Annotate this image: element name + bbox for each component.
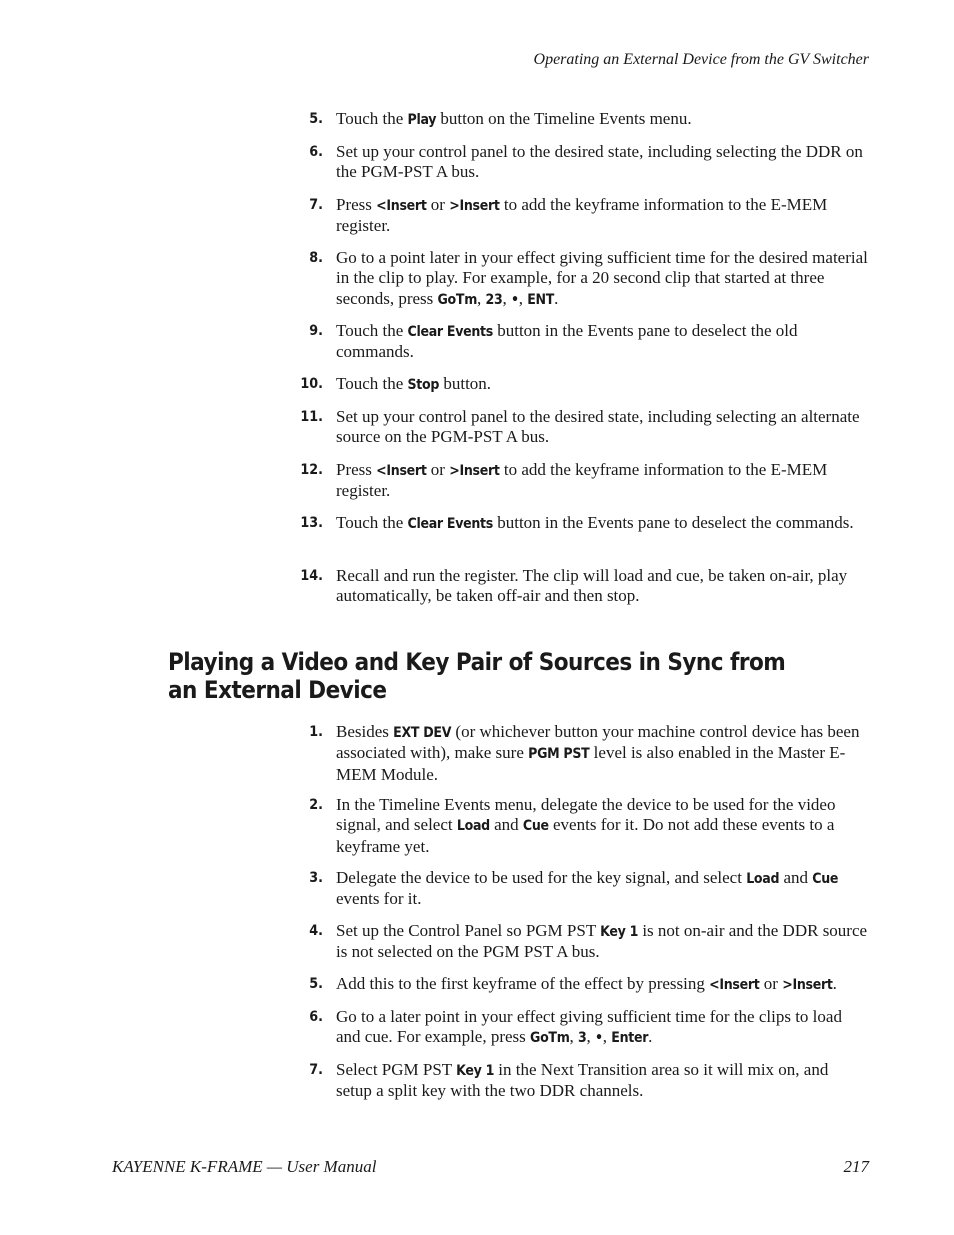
step-text-run: or: [426, 460, 450, 479]
step-text-run: to add the keyframe information to the E-MEM register.: [336, 195, 828, 236]
step-text-run: level is also enabled in the Master E-MEM Module.: [336, 743, 846, 784]
step-text-run: ,: [518, 288, 528, 308]
ui-control-name: ENT: [527, 291, 555, 308]
step-text-run: .: [648, 1027, 653, 1047]
step-number: 13.: [300, 515, 323, 531]
step-item: [296, 109, 692, 130]
ui-control-name: Enter: [611, 1030, 649, 1047]
step-item: [296, 460, 868, 502]
step-text: [336, 142, 863, 181]
step-number: 5.: [309, 111, 323, 127]
step-text-run: Besides: [336, 722, 394, 741]
step-text-run: Touch the: [336, 321, 408, 340]
ui-control-name: <Insert: [709, 977, 760, 993]
step-text: [336, 460, 827, 500]
page-number: 217: [843, 1157, 869, 1176]
ui-control-name: •: [595, 1030, 603, 1047]
step-text-run: Select PGM PST: [336, 1060, 457, 1079]
step-text-run: and: [489, 815, 523, 835]
ui-control-name: Load: [456, 818, 490, 835]
ui-control-name: Play: [407, 112, 437, 128]
step-text-run: to add the keyframe information to the E-MEM register.: [336, 460, 828, 501]
step-text-run: Set up the Control Panel so PGM PST: [336, 921, 601, 940]
ui-control-name: GoTm: [437, 291, 478, 308]
step-text-run: ,: [477, 288, 486, 308]
ui-control-name: Clear Events: [407, 324, 493, 340]
step-item: [296, 722, 868, 785]
step-text: [336, 195, 827, 235]
section-heading: Playing a Video and Key Pair of Sources in Sync from an External Device: [168, 648, 786, 704]
ui-control-name: EXT DEV: [393, 725, 452, 741]
step-text: [336, 248, 868, 308]
step-item: [296, 374, 491, 395]
step-text: [336, 566, 847, 605]
step-item: [296, 321, 868, 363]
step-text-run: and: [779, 868, 813, 887]
step-item: [296, 1060, 868, 1102]
step-text-run: .: [832, 974, 837, 993]
step-text: [336, 374, 491, 393]
step-item: [296, 142, 868, 183]
step-number: 12.: [300, 462, 323, 478]
step-text: [336, 321, 797, 361]
step-text: [336, 1060, 828, 1100]
step-text: [336, 722, 859, 784]
step-text-run: or: [759, 974, 783, 993]
step-text: [336, 407, 860, 446]
step-text-run: events for it. Do not add these events to a keyframe yet.: [336, 815, 835, 856]
step-text-run: ,: [602, 1027, 612, 1047]
ui-control-name: >Insert: [449, 463, 500, 479]
step-number: 4.: [309, 923, 323, 939]
ui-control-name: 23: [485, 291, 503, 308]
step-number: 10.: [300, 376, 323, 392]
ui-control-name: GoTm: [530, 1030, 570, 1047]
step-item: [296, 795, 868, 857]
step-text-run: ,: [586, 1027, 596, 1047]
step-number: 6.: [309, 1009, 323, 1025]
step-text-run: In the Timeline Events menu, delegate the device to be used for the video signal, and select: [336, 795, 836, 835]
ui-control-name: Key 1: [600, 924, 639, 940]
step-text-run: button in the Events pane to deselect the commands.: [492, 513, 854, 532]
step-text: [336, 921, 867, 961]
step-text-run: events for it.: [336, 889, 422, 909]
step-number: 3.: [309, 870, 323, 886]
step-number: 2.: [309, 797, 323, 813]
step-number: 9.: [309, 323, 323, 339]
step-item: [296, 1007, 868, 1049]
step-text-run: (or whichever button your machine control device has been associated with), make sure: [336, 722, 860, 763]
step-text-run: is not on-air and the DDR source is not selected on the PGM PST A bus.: [336, 921, 868, 962]
step-text: [336, 1007, 842, 1046]
ui-control-name: >Insert: [449, 198, 500, 214]
step-item: [296, 195, 868, 237]
step-number: 7.: [309, 197, 323, 213]
step-item: [296, 248, 868, 310]
step-item: [296, 868, 868, 910]
step-text-run: Set up your control panel to the desired state, including selecting an alternate source on the PGM-PST A bus.: [336, 407, 860, 447]
footer-manual-title: KAYENNE K-FRAME — User Manual: [112, 1157, 377, 1176]
step-text-run: Go to a point later in your effect giving sufficient time for the desired material in the clip to play. For example, for a 20 second clip that started at three seconds, press: [336, 248, 868, 308]
step-item: [296, 921, 868, 963]
step-text-run: ,: [569, 1027, 579, 1047]
step-text-run: Press: [336, 195, 377, 214]
running-header: Operating an External Device from the GV Switcher: [533, 51, 869, 68]
step-text: [336, 974, 837, 993]
ui-control-name: <Insert: [376, 463, 427, 479]
ui-control-name: Cue: [812, 871, 839, 887]
step-text: [336, 795, 835, 856]
step-text-run: .: [554, 288, 559, 308]
step-text-run: Recall and run the register. The clip will load and cue, be taken on-air, play automatically, be taken off-air and then stop.: [336, 566, 848, 606]
step-text: [336, 109, 692, 128]
step-number: 14.: [300, 568, 323, 584]
step-text-run: in the Next Transition area so it will mix on, and setup a split key with the two DDR channels.: [336, 1060, 829, 1101]
ui-control-name: Clear Events: [407, 516, 493, 532]
step-text-run: or: [426, 195, 450, 214]
step-number: 11.: [300, 409, 323, 425]
step-text-run: Touch the: [336, 513, 408, 532]
step-item: [296, 407, 868, 448]
step-text-run: Touch the: [336, 374, 408, 393]
step-text: [336, 513, 854, 532]
ui-control-name: <Insert: [376, 198, 427, 214]
step-item: [296, 974, 837, 995]
step-text-run: ,: [502, 288, 511, 308]
ui-control-name: PGM PST: [528, 746, 590, 763]
step-text-run: button.: [439, 374, 492, 393]
step-number: 8.: [309, 250, 323, 266]
step-text-run: button in the Events pane to deselect the old commands.: [336, 321, 798, 362]
step-number: 1.: [309, 724, 323, 740]
step-item: [296, 566, 868, 607]
ui-control-name: >Insert: [782, 977, 833, 993]
step-number: 6.: [309, 144, 323, 160]
ui-control-name: •: [510, 291, 519, 308]
step-text-run: Set up your control panel to the desired state, including selecting the DDR on the PGM-PST A bus.: [336, 142, 863, 182]
ui-control-name: 3: [578, 1030, 587, 1047]
step-text-run: button on the Timeline Events menu.: [436, 109, 692, 128]
step-text-run: Go to a later point in your effect giving sufficient time for the clips to load and cue. For example, press: [336, 1007, 842, 1047]
ui-control-name: Load: [746, 871, 780, 887]
step-text-run: Delegate the device to be used for the key signal, and select: [336, 868, 747, 887]
step-text-run: Touch the: [336, 109, 408, 128]
step-text-run: Add this to the first keyframe of the effect by pressing: [336, 974, 710, 993]
step-item: [296, 513, 854, 534]
ui-control-name: Key 1: [456, 1063, 495, 1079]
step-text: [336, 868, 838, 908]
step-number: 7.: [309, 1062, 323, 1078]
step-number: 5.: [309, 976, 323, 992]
ui-control-name: Cue: [522, 818, 549, 835]
step-text-run: Press: [336, 460, 377, 479]
ui-control-name: Stop: [407, 377, 440, 393]
